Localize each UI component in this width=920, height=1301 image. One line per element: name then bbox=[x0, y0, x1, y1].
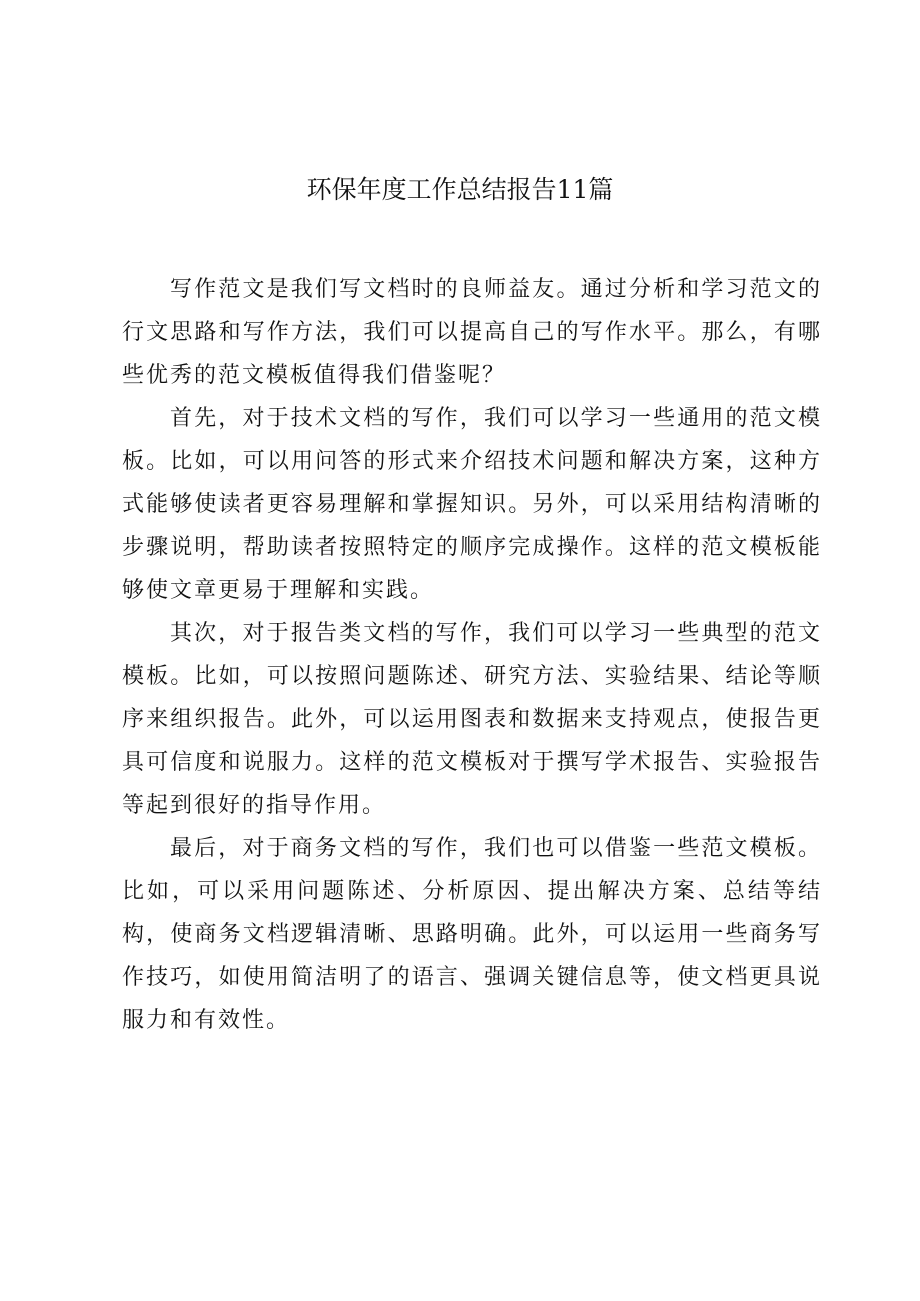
document-title: 环保年度工作总结报告11篇 bbox=[306, 175, 614, 204]
paragraph-business-docs: 最后，对于商务文档的写作，我们也可以借鉴一些范文模板。比如，可以采用问题陈述、分析原因、提出解决方案、总结等结构，使商务文档逻辑清晰、思路明确。此外，可以运用一些商务写作技巧，如使用简洁明了的语言、强调关键信息等，使文档更具说服力和有效性。 bbox=[122, 836, 822, 1033]
paragraph-report-docs: 其次，对于报告类文档的写作，我们可以学习一些典型的范文模板。比如，可以按照问题陈述、研究方法、实验结果、结论等顺序来组织报告。此外，可以运用图表和数据来支持观点，使报告更具可信度和说服力。这样的范文模板对于撰写学术报告、实验报告等起到很好的指导作用。 bbox=[122, 621, 822, 818]
document-body bbox=[122, 268, 822, 1042]
paragraph-technical-docs: 首先，对于技术文档的写作，我们可以学习一些通用的范文模板。比如，可以用问答的形式来介绍技术问题和解决方案，这种方式能够使读者更容易理解和掌握知识。另外，可以采用结构清晰的步骤说明，帮助读者按照特定的顺序完成操作。这样的范文模板能够使文章更易于理解和实践。 bbox=[122, 406, 822, 603]
paragraph-intro: 写作范文是我们写文档时的良师益友。通过分析和学习范文的行文思路和写作方法，我们可以提高自己的写作水平。那么，有哪些优秀的范文模板值得我们借鉴呢？ bbox=[122, 277, 822, 388]
